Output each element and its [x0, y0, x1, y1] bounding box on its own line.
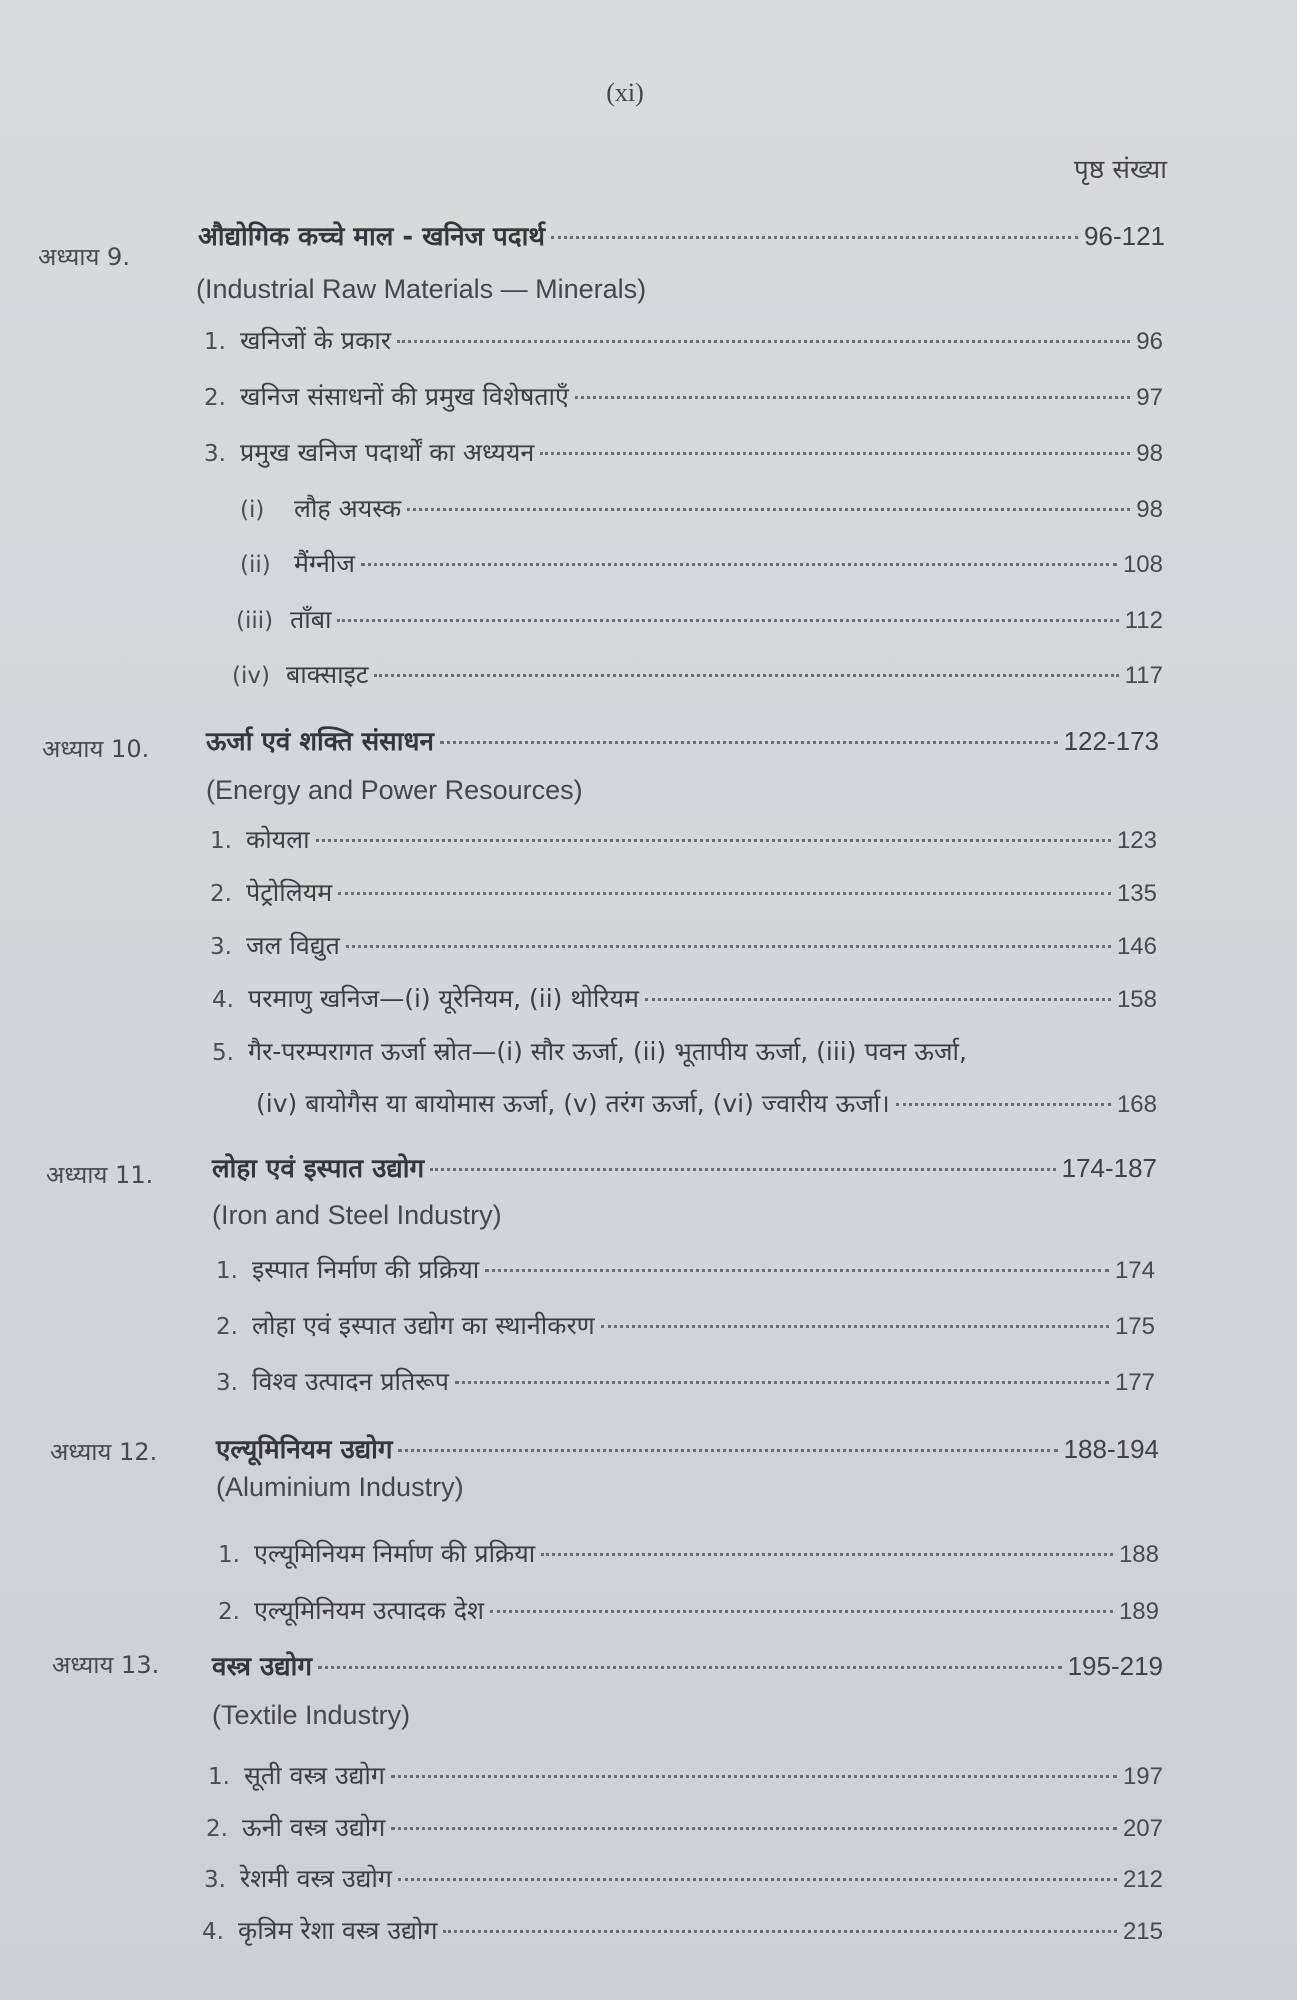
entry-label: गैर-परम्परागत ऊर्जा स्रोत—(i) सौर ऊर्जा, (ii) भूतापीय ऊर्जा, (iii) पवन ऊर्जा, [248, 1037, 967, 1066]
chapter-english-title [212, 1198, 502, 1232]
entry-number: 2. [204, 385, 226, 411]
dot-leader [391, 1775, 1117, 1778]
entry-label: कोयला [246, 825, 310, 854]
entry-label: एल्यूमिनियम निर्माण की प्रक्रिया [254, 1539, 536, 1568]
page-range: 122-173 [1063, 726, 1159, 756]
toc-entry [216, 1253, 1155, 1288]
chapter-label: अध्याय 10. [42, 735, 150, 763]
entry-label: (iv) बायोगैस या बायोमास ऊर्जा, (v) तरंग ऊर्जा, (vi) ज्वारीय ऊर्जा। [256, 1089, 890, 1118]
dot-leader [645, 998, 1111, 1001]
entry-number: (iv) [232, 663, 270, 689]
chapter-title: एल्यूमिनियम उद्योग [216, 1435, 393, 1465]
entry-page: 135 [1116, 880, 1157, 907]
toc-entry-continuation [256, 1087, 1157, 1122]
page-range: 195-219 [1067, 1651, 1163, 1681]
chapter-title: लोहा एवं इस्पात उद्योग [212, 1154, 425, 1184]
toc-entry [204, 324, 1163, 359]
entry-page: 97 [1136, 384, 1163, 411]
toc-subentry [240, 547, 1163, 582]
dot-leader [397, 340, 1130, 343]
entry-number: (iii) [236, 608, 274, 634]
chapter-english-title [212, 1698, 410, 1732]
entry-page: 123 [1116, 827, 1157, 854]
toc-entry [212, 1035, 967, 1070]
dot-leader [398, 1449, 1057, 1452]
toc-entry [216, 1309, 1155, 1344]
toc-entry [204, 380, 1163, 415]
entry-number: 1. [208, 1764, 230, 1790]
dot-leader [551, 236, 1078, 239]
chapter-label: अध्याय 13. [52, 1651, 160, 1679]
entry-number: (ii) [240, 552, 271, 578]
entry-number: 5. [212, 1040, 234, 1066]
entry-label: ताँबा [290, 605, 332, 634]
entry-number: 3. [204, 441, 226, 467]
entry-number: 2. [218, 1599, 240, 1625]
dot-leader [338, 892, 1111, 895]
entry-label: बाक्साइट [286, 660, 369, 689]
entry-label: खनिज संसाधनों की प्रमुख विशेषताएँ [240, 382, 569, 411]
toc-entry [202, 1914, 1163, 1949]
toc-entry [210, 929, 1157, 964]
entry-number: 3. [210, 934, 232, 960]
entry-label: खनिजों के प्रकार [240, 326, 392, 355]
english-title: (Aluminium Industry) [216, 1472, 464, 1502]
entry-page: 197 [1122, 1763, 1163, 1790]
entry-number: 2. [206, 1816, 228, 1842]
chapter-label: अध्याय 9. [38, 243, 130, 271]
entry-page: 177 [1114, 1369, 1155, 1396]
entry-number: 1. [210, 828, 232, 854]
entry-label: ऊनी वस्त्र उद्योग [242, 1813, 386, 1842]
entry-label: परमाणु खनिज—(i) यूरेनियम, (ii) थोरियम [248, 984, 639, 1013]
toc-entry [216, 1365, 1155, 1400]
dot-leader [601, 1325, 1109, 1328]
chapter-title-row [216, 1432, 1159, 1467]
dot-leader [374, 674, 1118, 677]
dot-leader [398, 1878, 1117, 1881]
entry-page: 207 [1122, 1815, 1163, 1842]
entry-number: 1. [216, 1258, 238, 1284]
entry-page: 189 [1118, 1598, 1159, 1625]
page-range: 96-121 [1084, 221, 1165, 251]
chapter-title-row [212, 1649, 1163, 1684]
entry-label: सूती वस्त्र उद्योग [244, 1761, 385, 1790]
toc-entry [218, 1537, 1159, 1572]
english-title: (Iron and Steel Industry) [212, 1200, 502, 1230]
chapter-title-row [212, 1151, 1157, 1186]
entry-label: इस्पात निर्माण की प्रक्रिया [252, 1255, 480, 1284]
page-range: 174-187 [1061, 1153, 1157, 1183]
entry-number: 1. [204, 329, 226, 355]
entry-number: 3. [216, 1370, 238, 1396]
dot-leader [346, 945, 1111, 948]
entry-label: कृत्रिम रेशा वस्त्र उद्योग [238, 1916, 438, 1945]
entry-page: 168 [1116, 1091, 1157, 1118]
entry-number: 3. [204, 1867, 226, 1893]
entry-number: (i) [240, 497, 265, 523]
toc-entry [206, 1811, 1163, 1846]
chapter-english-title [216, 1470, 464, 1504]
entry-label: जल विद्युत [246, 931, 340, 960]
entry-label: मैंग्नीज [294, 549, 355, 578]
dot-leader [896, 1103, 1111, 1106]
entry-page: 175 [1114, 1313, 1155, 1340]
entry-label: विश्व उत्पादन प्रतिरूप [252, 1367, 449, 1396]
toc-subentry [240, 492, 1163, 527]
entry-page: 174 [1114, 1257, 1155, 1284]
entry-label: लोहा एवं इस्पात उद्योग का स्थानीकरण [252, 1311, 595, 1340]
chapter-label: अध्याय 11. [46, 1161, 154, 1189]
toc-subentry [232, 658, 1163, 693]
entry-page: 98 [1136, 440, 1163, 467]
chapter-title-row [198, 219, 1165, 254]
dot-leader [391, 1827, 1117, 1830]
toc-subentry [236, 603, 1163, 638]
dot-leader [361, 563, 1117, 566]
entry-number: 1. [218, 1542, 240, 1568]
dot-leader [407, 508, 1130, 511]
entry-page: 117 [1124, 662, 1163, 689]
entry-page: 112 [1124, 607, 1163, 634]
entry-number: 4. [212, 987, 234, 1013]
page-number: (xi) [606, 78, 644, 107]
toc-entry [210, 876, 1157, 911]
entry-page: 98 [1136, 496, 1163, 523]
chapter-english-title [206, 773, 583, 807]
english-title: (Textile Industry) [212, 1700, 411, 1730]
dot-leader [490, 1610, 1113, 1613]
page-range: 188-194 [1063, 1434, 1159, 1464]
entry-number: 2. [210, 881, 232, 907]
toc-entry [204, 436, 1163, 471]
dot-leader [541, 1553, 1113, 1556]
chapter-title-row [206, 724, 1159, 759]
toc-entry [208, 1759, 1163, 1794]
chapter-title: औद्योगिक कच्चे माल - खनिज पदार्थ [198, 222, 545, 252]
entry-page: 212 [1122, 1866, 1163, 1893]
entry-page: 215 [1122, 1918, 1163, 1945]
chapter-english-title [196, 272, 646, 306]
english-title: (Energy and Power Resources) [206, 775, 583, 805]
chapter-title: वस्त्र उद्योग [212, 1652, 312, 1682]
dot-leader [316, 839, 1111, 842]
toc-entry [210, 823, 1157, 858]
column-heading: पृष्ठ संख्या [1074, 155, 1167, 185]
dot-leader [575, 396, 1130, 399]
toc-entry [204, 1862, 1163, 1897]
dot-leader [318, 1666, 1062, 1669]
dot-leader [485, 1269, 1109, 1272]
toc-entry [212, 982, 1157, 1017]
entry-page: 188 [1118, 1541, 1159, 1568]
dot-leader [540, 452, 1130, 455]
entry-label: रेशमी वस्त्र उद्योग [240, 1864, 392, 1893]
entry-page: 146 [1116, 933, 1157, 960]
entry-number: 4. [202, 1919, 224, 1945]
entry-label: पेट्रोलियम [246, 878, 333, 907]
entry-page: 96 [1136, 328, 1163, 355]
english-title: (Industrial Raw Materials — Minerals) [196, 274, 647, 304]
dot-leader [443, 1930, 1117, 1933]
toc-entry [218, 1594, 1159, 1629]
chapter-title: ऊर्जा एवं शक्ति संसाधन [206, 727, 434, 757]
entry-page: 158 [1116, 986, 1157, 1013]
dot-leader [440, 741, 1058, 744]
entry-label: लौह अयस्क [294, 494, 402, 523]
entry-label: प्रमुख खनिज पदार्थों का अध्ययन [240, 438, 535, 467]
dot-leader [337, 619, 1118, 622]
dot-leader [430, 1168, 1055, 1171]
dot-leader [455, 1381, 1109, 1384]
chapter-label: अध्याय 12. [50, 1438, 158, 1466]
entry-number: 2. [216, 1314, 238, 1340]
entry-label: एल्यूमिनियम उत्पादक देश [254, 1596, 484, 1625]
entry-page: 108 [1122, 551, 1163, 578]
